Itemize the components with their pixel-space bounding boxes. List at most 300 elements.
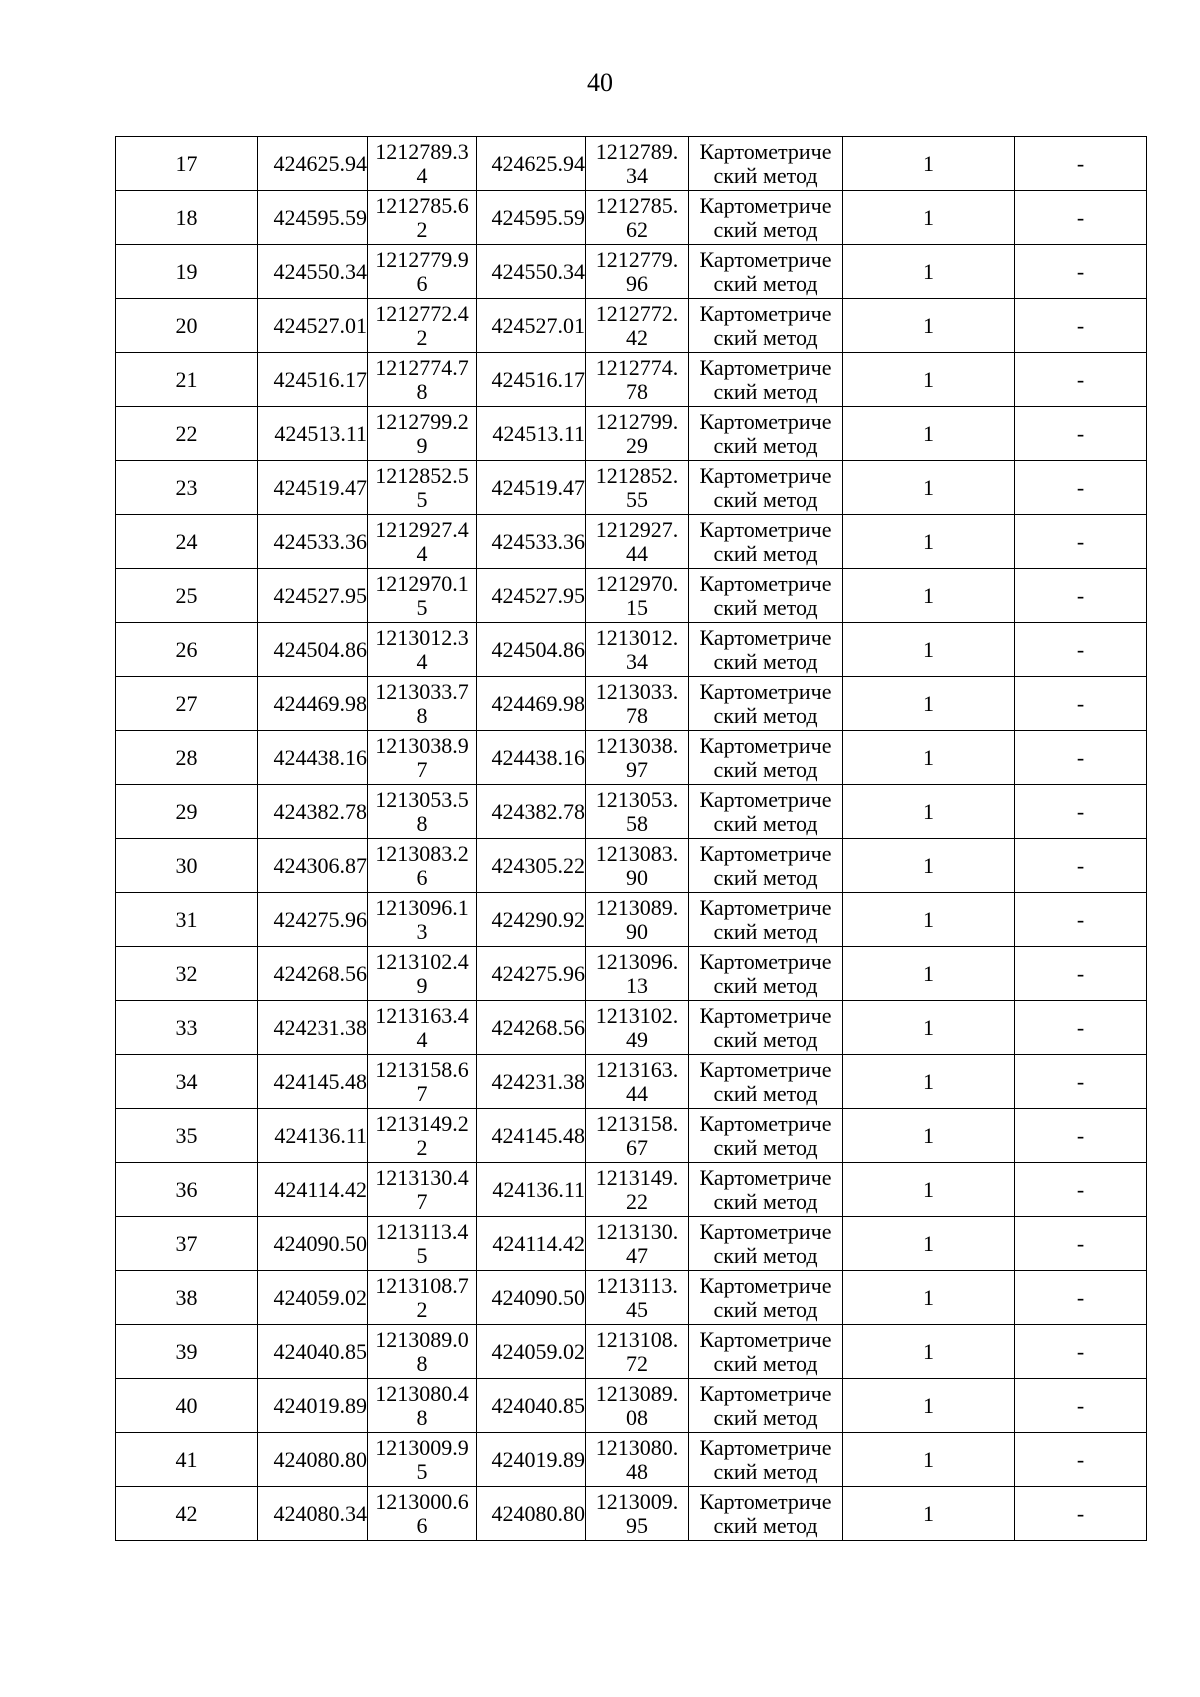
table-row — [116, 245, 1147, 299]
existing-y-part2: 5 — [416, 486, 428, 512]
refined-y — [586, 137, 689, 191]
refined-y-part2: 48 — [626, 1458, 648, 1484]
refined-y-part2: 90 — [626, 918, 648, 944]
method-line2: ский метод — [713, 1512, 818, 1538]
refined-x: 424519.47 — [477, 461, 586, 515]
refined-y-part2: 34 — [626, 648, 648, 674]
existing-y-part1: 1212779.9 — [375, 246, 469, 272]
description: - — [1015, 839, 1147, 893]
existing-y-part1: 1212772.4 — [375, 300, 469, 326]
refined-y — [586, 353, 689, 407]
method-line1: Картометриче — [699, 462, 832, 488]
existing-y-part1: 1212852.5 — [375, 462, 469, 488]
existing-y — [368, 1379, 477, 1433]
existing-y — [368, 245, 477, 299]
refined-x: 424527.01 — [477, 299, 586, 353]
existing-y-part2: 8 — [416, 378, 428, 404]
method-line1: Картометриче — [699, 894, 832, 920]
description: - — [1015, 1325, 1147, 1379]
table-row — [116, 353, 1147, 407]
existing-x: 424306.87 — [258, 839, 368, 893]
refined-x: 424513.11 — [477, 407, 586, 461]
refined-y — [586, 1109, 689, 1163]
method-line2: ский метод — [713, 918, 818, 944]
accuracy: 1 — [843, 839, 1015, 893]
method-line1: Картометриче — [699, 1380, 832, 1406]
refined-x: 424595.59 — [477, 191, 586, 245]
description: - — [1015, 569, 1147, 623]
method-line2: ский метод — [713, 648, 818, 674]
method-line2: ский метод — [713, 1404, 818, 1430]
accuracy: 1 — [843, 1001, 1015, 1055]
point-number: 34 — [116, 1055, 258, 1109]
method-line2: ский метод — [713, 540, 818, 566]
method — [689, 137, 843, 191]
description: - — [1015, 623, 1147, 677]
point-number: 35 — [116, 1109, 258, 1163]
method — [689, 191, 843, 245]
refined-y-part2: 15 — [626, 594, 648, 620]
existing-y — [368, 677, 477, 731]
existing-y-part1: 1213158.6 — [375, 1056, 469, 1082]
point-number: 29 — [116, 785, 258, 839]
method-line2: ский метод — [713, 594, 818, 620]
existing-x: 424059.02 — [258, 1271, 368, 1325]
method-line2: ский метод — [713, 378, 818, 404]
refined-y-part1: 1213053. — [595, 786, 679, 812]
method-line1: Картометриче — [699, 354, 832, 380]
existing-y — [368, 839, 477, 893]
refined-y — [586, 461, 689, 515]
refined-y — [586, 677, 689, 731]
method-line2: ский метод — [713, 432, 818, 458]
existing-y-part2: 2 — [416, 1296, 428, 1322]
refined-x: 424382.78 — [477, 785, 586, 839]
point-number: 36 — [116, 1163, 258, 1217]
refined-y-part2: 44 — [626, 540, 648, 566]
table-row — [116, 1271, 1147, 1325]
point-number: 33 — [116, 1001, 258, 1055]
existing-y-part1: 1213113.4 — [375, 1218, 469, 1244]
existing-y-part2: 4 — [416, 1026, 428, 1052]
method-line2: ский метод — [713, 270, 818, 296]
accuracy: 1 — [843, 1055, 1015, 1109]
method — [689, 677, 843, 731]
table-row — [116, 1433, 1147, 1487]
accuracy: 1 — [843, 407, 1015, 461]
description: - — [1015, 1217, 1147, 1271]
method — [689, 1217, 843, 1271]
existing-y-part2: 7 — [416, 1080, 428, 1106]
refined-y — [586, 1487, 689, 1541]
refined-x: 424290.92 — [477, 893, 586, 947]
method-line2: ский метод — [713, 1134, 818, 1160]
method-line1: Картометриче — [699, 1272, 832, 1298]
refined-y-part2: 97 — [626, 756, 648, 782]
method — [689, 515, 843, 569]
accuracy: 1 — [843, 353, 1015, 407]
refined-x: 424469.98 — [477, 677, 586, 731]
existing-x: 424275.96 — [258, 893, 368, 947]
existing-y-part2: 2 — [416, 1134, 428, 1160]
existing-y-part1: 1213009.9 — [375, 1434, 469, 1460]
existing-x: 424625.94 — [258, 137, 368, 191]
method — [689, 245, 843, 299]
method-line1: Картометриче — [699, 192, 832, 218]
existing-y — [368, 623, 477, 677]
existing-x: 424382.78 — [258, 785, 368, 839]
refined-y-part1: 1213089. — [595, 894, 679, 920]
existing-y-part1: 1213108.7 — [375, 1272, 469, 1298]
refined-y-part2: 62 — [626, 216, 648, 242]
refined-y — [586, 839, 689, 893]
table-row — [116, 1001, 1147, 1055]
existing-y — [368, 407, 477, 461]
description: - — [1015, 677, 1147, 731]
existing-y-part2: 2 — [416, 216, 428, 242]
page-number: 40 — [587, 68, 613, 97]
table-row — [116, 731, 1147, 785]
existing-y-part1: 1213000.6 — [375, 1488, 469, 1514]
existing-x: 424519.47 — [258, 461, 368, 515]
existing-y-part1: 1212927.4 — [375, 516, 469, 542]
existing-x: 424231.38 — [258, 1001, 368, 1055]
table-row — [116, 623, 1147, 677]
existing-y-part2: 6 — [416, 270, 428, 296]
table-row — [116, 1055, 1147, 1109]
description: - — [1015, 1271, 1147, 1325]
point-number: 23 — [116, 461, 258, 515]
refined-y — [586, 893, 689, 947]
refined-y-part1: 1212774. — [595, 354, 679, 380]
refined-y-part1: 1212779. — [595, 246, 679, 272]
refined-x: 424305.22 — [477, 839, 586, 893]
refined-y-part2: 78 — [626, 378, 648, 404]
method — [689, 1109, 843, 1163]
description: - — [1015, 947, 1147, 1001]
refined-y — [586, 1379, 689, 1433]
refined-y-part1: 1213096. — [595, 948, 679, 974]
table-row — [116, 947, 1147, 1001]
refined-y-part1: 1213012. — [595, 624, 679, 650]
accuracy: 1 — [843, 1487, 1015, 1541]
refined-y-part2: 96 — [626, 270, 648, 296]
method-line1: Картометриче — [699, 516, 832, 542]
method-line1: Картометриче — [699, 732, 832, 758]
refined-y-part1: 1213089. — [595, 1380, 679, 1406]
existing-y — [368, 731, 477, 785]
method-line1: Картометриче — [699, 300, 832, 326]
method — [689, 299, 843, 353]
method-line2: ский метод — [713, 1188, 818, 1214]
method-line2: ский метод — [713, 756, 818, 782]
point-number: 39 — [116, 1325, 258, 1379]
method — [689, 947, 843, 1001]
method-line1: Картометриче — [699, 1488, 832, 1514]
refined-y-part2: 67 — [626, 1134, 648, 1160]
table-row — [116, 407, 1147, 461]
refined-x: 424268.56 — [477, 1001, 586, 1055]
refined-y-part1: 1213113. — [596, 1272, 678, 1298]
existing-y — [368, 515, 477, 569]
method-line1: Картометриче — [699, 624, 832, 650]
description: - — [1015, 893, 1147, 947]
refined-y-part1: 1212772. — [595, 300, 679, 326]
refined-y-part1: 1213080. — [595, 1434, 679, 1460]
existing-x: 424533.36 — [258, 515, 368, 569]
refined-y-part1: 1213083. — [595, 840, 679, 866]
existing-y-part1: 1212774.7 — [375, 354, 469, 380]
existing-y-part1: 1213053.5 — [375, 786, 469, 812]
refined-y-part2: 08 — [626, 1404, 648, 1430]
method — [689, 839, 843, 893]
refined-x: 424090.50 — [477, 1271, 586, 1325]
refined-x: 424527.95 — [477, 569, 586, 623]
table-row — [116, 137, 1147, 191]
table-row — [116, 677, 1147, 731]
existing-y-part2: 9 — [416, 432, 428, 458]
description: - — [1015, 461, 1147, 515]
point-number: 17 — [116, 137, 258, 191]
existing-y-part2: 8 — [416, 702, 428, 728]
existing-y-part2: 5 — [416, 1458, 428, 1484]
description: - — [1015, 1109, 1147, 1163]
existing-y — [368, 893, 477, 947]
existing-y — [368, 1055, 477, 1109]
accuracy: 1 — [843, 677, 1015, 731]
accuracy: 1 — [843, 461, 1015, 515]
method-line2: ский метод — [713, 972, 818, 998]
refined-y — [586, 1001, 689, 1055]
existing-y-part2: 6 — [416, 864, 428, 890]
description: - — [1015, 137, 1147, 191]
method-line2: ский метод — [713, 216, 818, 242]
refined-y — [586, 245, 689, 299]
existing-y — [368, 461, 477, 515]
description: - — [1015, 245, 1147, 299]
refined-y-part1: 1213158. — [595, 1110, 679, 1136]
refined-y-part2: 95 — [626, 1512, 648, 1538]
refined-y — [586, 299, 689, 353]
accuracy: 1 — [843, 245, 1015, 299]
point-number: 31 — [116, 893, 258, 947]
accuracy: 1 — [843, 515, 1015, 569]
point-number: 24 — [116, 515, 258, 569]
method-line2: ский метод — [713, 810, 818, 836]
existing-y-part1: 1213033.7 — [375, 678, 469, 704]
accuracy: 1 — [843, 1379, 1015, 1433]
existing-x: 424080.34 — [258, 1487, 368, 1541]
method-line2: ский метод — [713, 1350, 818, 1376]
refined-y — [586, 1433, 689, 1487]
existing-y — [368, 1325, 477, 1379]
table-row — [116, 893, 1147, 947]
refined-y — [586, 515, 689, 569]
existing-y-part2: 4 — [416, 540, 428, 566]
point-number: 42 — [116, 1487, 258, 1541]
refined-y-part1: 1213038. — [595, 732, 679, 758]
refined-y — [586, 731, 689, 785]
table-row — [116, 191, 1147, 245]
refined-x: 424040.85 — [477, 1379, 586, 1433]
refined-x: 424231.38 — [477, 1055, 586, 1109]
accuracy: 1 — [843, 191, 1015, 245]
method-line1: Картометриче — [699, 408, 832, 434]
refined-y-part1: 1213033. — [595, 678, 679, 704]
refined-y-part2: 45 — [626, 1296, 648, 1322]
refined-y — [586, 1217, 689, 1271]
accuracy: 1 — [843, 1433, 1015, 1487]
accuracy: 1 — [843, 1271, 1015, 1325]
existing-x: 424550.34 — [258, 245, 368, 299]
refined-y-part1: 1212970. — [595, 570, 679, 596]
description: - — [1015, 191, 1147, 245]
refined-y — [586, 785, 689, 839]
method-line2: ский метод — [713, 864, 818, 890]
accuracy: 1 — [843, 947, 1015, 1001]
description: - — [1015, 299, 1147, 353]
method-line1: Картометриче — [699, 1110, 832, 1136]
existing-y-part1: 1212789.3 — [375, 138, 469, 164]
point-number: 19 — [116, 245, 258, 299]
existing-y-part2: 5 — [416, 1242, 428, 1268]
refined-y — [586, 1271, 689, 1325]
existing-y — [368, 137, 477, 191]
method-line1: Картометриче — [699, 840, 832, 866]
coordinates-table — [115, 136, 1147, 1541]
refined-y-part2: 49 — [626, 1026, 648, 1052]
method — [689, 785, 843, 839]
method-line1: Картометриче — [699, 1326, 832, 1352]
description: - — [1015, 1433, 1147, 1487]
table-row — [116, 1217, 1147, 1271]
refined-x: 424275.96 — [477, 947, 586, 1001]
method-line1: Картометриче — [699, 678, 832, 704]
existing-y-part2: 8 — [416, 810, 428, 836]
existing-y — [368, 569, 477, 623]
accuracy: 1 — [843, 893, 1015, 947]
existing-x: 424595.59 — [258, 191, 368, 245]
point-number: 25 — [116, 569, 258, 623]
refined-x: 424114.42 — [477, 1217, 586, 1271]
point-number: 18 — [116, 191, 258, 245]
method — [689, 1325, 843, 1379]
existing-y-part1: 1213163.4 — [375, 1002, 469, 1028]
refined-y-part1: 1213130. — [595, 1218, 679, 1244]
refined-y — [586, 623, 689, 677]
refined-x: 424059.02 — [477, 1325, 586, 1379]
existing-y-part1: 1212970.1 — [375, 570, 469, 596]
refined-y-part2: 34 — [626, 162, 648, 188]
refined-y-part2: 55 — [626, 486, 648, 512]
existing-x: 424527.95 — [258, 569, 368, 623]
refined-y-part2: 72 — [626, 1350, 648, 1376]
table-row — [116, 569, 1147, 623]
refined-y-part2: 47 — [626, 1242, 648, 1268]
accuracy: 1 — [843, 623, 1015, 677]
method — [689, 1001, 843, 1055]
existing-x: 424136.11 — [258, 1109, 368, 1163]
refined-y — [586, 1325, 689, 1379]
point-number: 32 — [116, 947, 258, 1001]
refined-x: 424516.17 — [477, 353, 586, 407]
refined-y-part1: 1213102. — [595, 1002, 679, 1028]
point-number: 27 — [116, 677, 258, 731]
method-line1: Картометриче — [699, 786, 832, 812]
table-row — [116, 1109, 1147, 1163]
existing-y-part2: 4 — [416, 648, 428, 674]
refined-y-part2: 22 — [626, 1188, 648, 1214]
method-line2: ский метод — [713, 324, 818, 350]
existing-y-part2: 8 — [416, 1404, 428, 1430]
existing-y — [368, 1001, 477, 1055]
method-line2: ский метод — [713, 1296, 818, 1322]
existing-x: 424145.48 — [258, 1055, 368, 1109]
description: - — [1015, 353, 1147, 407]
method — [689, 731, 843, 785]
refined-y-part2: 44 — [626, 1080, 648, 1106]
existing-x: 424516.17 — [258, 353, 368, 407]
table-row — [116, 785, 1147, 839]
table-row — [116, 461, 1147, 515]
method — [689, 893, 843, 947]
existing-x: 424504.86 — [258, 623, 368, 677]
method — [689, 1271, 843, 1325]
table-row — [116, 1163, 1147, 1217]
existing-x: 424513.11 — [258, 407, 368, 461]
existing-y — [368, 947, 477, 1001]
refined-y-part1: 1212799. — [595, 408, 679, 434]
method-line1: Картометриче — [699, 948, 832, 974]
existing-y — [368, 1271, 477, 1325]
refined-x: 424136.11 — [477, 1163, 586, 1217]
refined-y-part2: 13 — [626, 972, 648, 998]
point-number: 20 — [116, 299, 258, 353]
method-line2: ский метод — [713, 486, 818, 512]
refined-y — [586, 569, 689, 623]
description: - — [1015, 515, 1147, 569]
method-line1: Картометриче — [699, 1434, 832, 1460]
existing-y-part1: 1213096.1 — [375, 894, 469, 920]
refined-x: 424550.34 — [477, 245, 586, 299]
existing-x: 424114.42 — [258, 1163, 368, 1217]
existing-y-part1: 1213102.4 — [375, 948, 469, 974]
refined-y-part2: 42 — [626, 324, 648, 350]
method-line1: Картометриче — [699, 138, 832, 164]
refined-y-part2: 58 — [626, 810, 648, 836]
existing-y-part2: 3 — [416, 918, 428, 944]
refined-y-part1: 1213163. — [595, 1056, 679, 1082]
point-number: 37 — [116, 1217, 258, 1271]
point-number: 28 — [116, 731, 258, 785]
existing-x: 424090.50 — [258, 1217, 368, 1271]
accuracy: 1 — [843, 569, 1015, 623]
point-number: 26 — [116, 623, 258, 677]
accuracy: 1 — [843, 137, 1015, 191]
accuracy: 1 — [843, 1163, 1015, 1217]
table-row — [116, 515, 1147, 569]
refined-x: 424438.16 — [477, 731, 586, 785]
description: - — [1015, 1163, 1147, 1217]
existing-x: 424268.56 — [258, 947, 368, 1001]
refined-y — [586, 1055, 689, 1109]
table-body — [116, 137, 1147, 1541]
refined-y-part1: 1212789. — [595, 138, 679, 164]
accuracy: 1 — [843, 299, 1015, 353]
existing-x: 424469.98 — [258, 677, 368, 731]
method-line1: Картометриче — [699, 1056, 832, 1082]
refined-y-part2: 29 — [626, 432, 648, 458]
